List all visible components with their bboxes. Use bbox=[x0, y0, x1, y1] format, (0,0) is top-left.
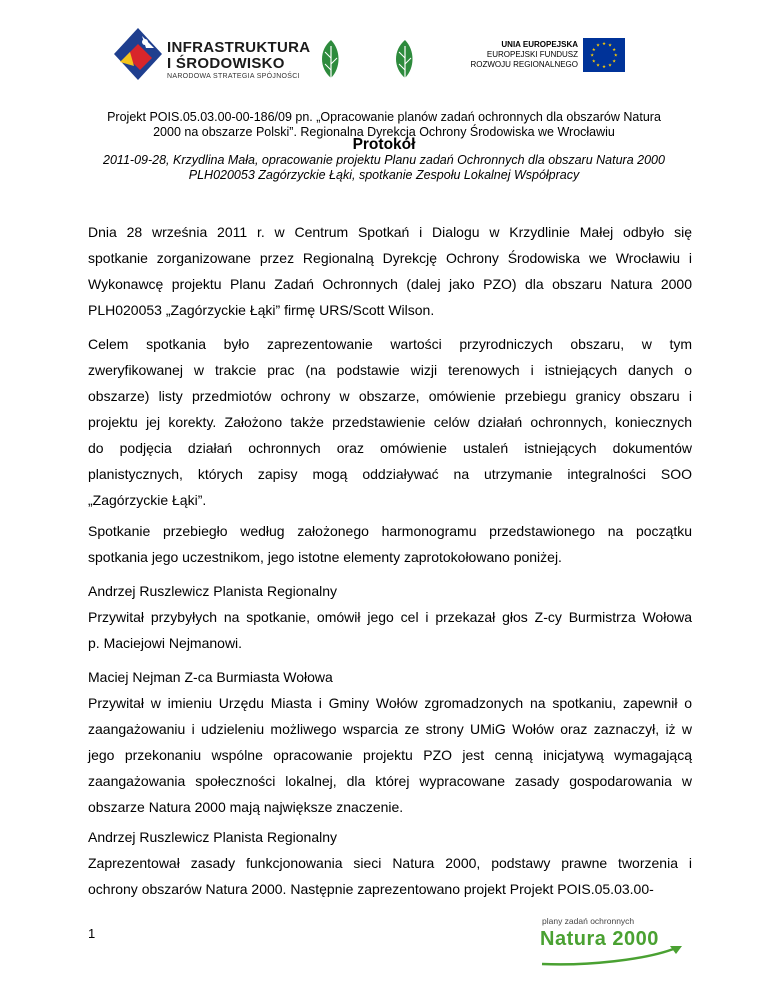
speaker-section-3 bbox=[88, 824, 692, 902]
text-line: PLH020053 „Zagórzyckie Łąki” firmę URS/Scott Wilson. bbox=[88, 302, 435, 318]
text-line: zweryfikowanej w trakcie prac (na podstawie wizji terenowych i istniejących danych o bbox=[88, 362, 692, 378]
page-number: 1 bbox=[88, 926, 96, 941]
svg-text:★: ★ bbox=[591, 47, 596, 53]
speaker-name: Andrzej Ruszlewicz Planista Regionalny bbox=[88, 829, 338, 845]
text-line: spotkanie zorganizowane przez Regionalną Dyrekcję Ochrony Środowiska we Wrocławiu i bbox=[88, 250, 692, 266]
infra-logo-line1: INFRASTRUKTURA bbox=[167, 39, 311, 56]
text-line: Przywitał przybyłych na spotkanie, omówił jego cel i przekazał głos Z-cy Burmistrza Wołowa bbox=[88, 609, 692, 625]
text-line: spotkania jego uczestnikom, jego istotne elementy zaprotokołowano poniżej. bbox=[88, 549, 562, 565]
svg-text:★: ★ bbox=[595, 63, 601, 69]
document-subtitle bbox=[80, 153, 688, 183]
speaker-name: Maciej Nejman Z-ca Burmiasta Wołowa bbox=[88, 669, 333, 685]
text-line: Wykonawcę projektu Planu Zadań Ochronnych (dalej jako PZO) dla obszaru Natura 2000 bbox=[88, 276, 692, 292]
rdos-leaf-logo bbox=[317, 36, 357, 82]
text-line: Spotkanie przebiegło według założonego harmonogramu przedstawionego na początku bbox=[88, 523, 692, 539]
svg-text:★: ★ bbox=[591, 59, 596, 65]
text-line: do podjęcia działań ochronnych oraz omówienie ustaleń istniejących dokumentów bbox=[88, 440, 692, 456]
svg-text:★: ★ bbox=[613, 53, 618, 59]
svg-text:★: ★ bbox=[607, 43, 613, 49]
text-line: Zaprezentował zasady funkcjonowania sieci Natura 2000, podstawy prawne tworzenia i bbox=[88, 855, 692, 871]
infrastruktura-logo bbox=[112, 26, 311, 82]
natura-logo-tagline: plany zadań ochronnych bbox=[542, 916, 635, 926]
text-line: Przywitał w imieniu Urzędu Miasta i Gminy Wołów zgromadzonych na spotkaniu, zapewnił o bbox=[88, 695, 692, 711]
text-line: Celem spotkania było zaprezentowanie wartości przyrodniczych obszaru, w tym bbox=[88, 336, 692, 352]
svg-text:★: ★ bbox=[612, 59, 617, 65]
text-line: Dnia 28 września 2011 r. w Centrum Spotkań i Dialogu w Krzydlinie Małej odbyło się bbox=[88, 224, 692, 240]
svg-text:★: ★ bbox=[595, 43, 601, 49]
project-line-2: 2000 na obszarze Polski”. Regionalna Dyrekcja Ochrony Środowiska we Wrocławiu bbox=[153, 125, 615, 139]
eu-line2: EUROPEJSKI FUNDUSZ bbox=[486, 50, 578, 59]
text-line: „Zagórzyckie Łąki”. bbox=[88, 492, 207, 508]
text-line: projektu jej korekty. Założono także przedstawienie celów działań ochronnych, koniecznych bbox=[88, 414, 692, 430]
leaf-icon bbox=[317, 36, 357, 82]
svg-text:★: ★ bbox=[607, 63, 613, 69]
speaker-name: Andrzej Ruszlewicz Planista Regionalny bbox=[88, 583, 338, 599]
leaf-icon bbox=[391, 36, 431, 82]
infra-logo-line3: NARODOWA STRATEGIA SPÓJNOŚCI bbox=[167, 73, 300, 80]
eu-flag-icon bbox=[583, 38, 625, 72]
infrastruktura-emblem-icon bbox=[112, 26, 164, 82]
document-title: Protokół bbox=[352, 136, 416, 153]
subtitle-line-1: 2011-09-28, Krzydlina Mała, opracowanie projektu Planu zadań Ochronnych dla obszaru Natura 2000 bbox=[103, 153, 665, 167]
text-line: planistycznych, których zapisy mogą oddziaływać na utrzymanie integralności SOO bbox=[88, 466, 692, 482]
text-line: zaangażowaniu i udzieleniu możliwego wsparcia ze strony UMiG Wołów oraz zaznaczył, iż w bbox=[88, 721, 692, 737]
swoosh-arrow-icon bbox=[536, 944, 688, 968]
natura-2000-logo bbox=[536, 914, 688, 968]
eu-logo-text bbox=[468, 40, 578, 70]
paragraph-schedule bbox=[88, 518, 692, 570]
rdos-wroclaw-leaf-logo bbox=[391, 36, 431, 82]
svg-text:★: ★ bbox=[601, 65, 607, 71]
paragraph-intro bbox=[88, 219, 692, 323]
text-line: jego przekonaniu wspólne opracowanie projektu PZO jest cenną inicjatywą wymagającą bbox=[88, 747, 692, 763]
eu-line3: ROZWOJU REGIONALNEGO bbox=[470, 60, 578, 69]
infra-logo-line2: I ŚRODOWISKO bbox=[167, 55, 285, 72]
speaker-section-1 bbox=[88, 578, 692, 656]
text-line: obszarze Natura 2000 mają największe znaczenie. bbox=[88, 799, 404, 815]
natura-logo-wordmark: Natura 2000 bbox=[540, 928, 659, 950]
svg-text:★: ★ bbox=[590, 53, 595, 59]
project-line-1: Projekt POIS.05.03.00-00-186/09 pn. „Opracowanie planów zadań ochronnych dla obszarów Natura bbox=[107, 110, 661, 124]
eu-line1: UNIA EUROPEJSKA bbox=[501, 40, 578, 49]
text-line: obszarze) listy przedmiotów ochrony w obszarze, omówienie przebiegu granicy obszaru i bbox=[88, 388, 692, 404]
text-line: zaangażowania społeczności lokalnej, dla której wypracowane zasady gospodarowania w bbox=[88, 773, 692, 789]
text-line: ochrony obszarów Natura 2000. Następnie zaprezentowano projekt Projekt POIS.05.03.00- bbox=[88, 881, 654, 897]
svg-text:★: ★ bbox=[601, 42, 607, 47]
subtitle-line-2: PLH020053 Zagórzyckie Łąki, spotkanie Zespołu Lokalnej Współpracy bbox=[188, 168, 580, 182]
svg-text:★: ★ bbox=[612, 47, 617, 53]
speaker-section-2 bbox=[88, 664, 692, 820]
text-line: p. Maciejowi Nejmanowi. bbox=[88, 635, 243, 651]
paragraph-purpose bbox=[88, 331, 692, 513]
